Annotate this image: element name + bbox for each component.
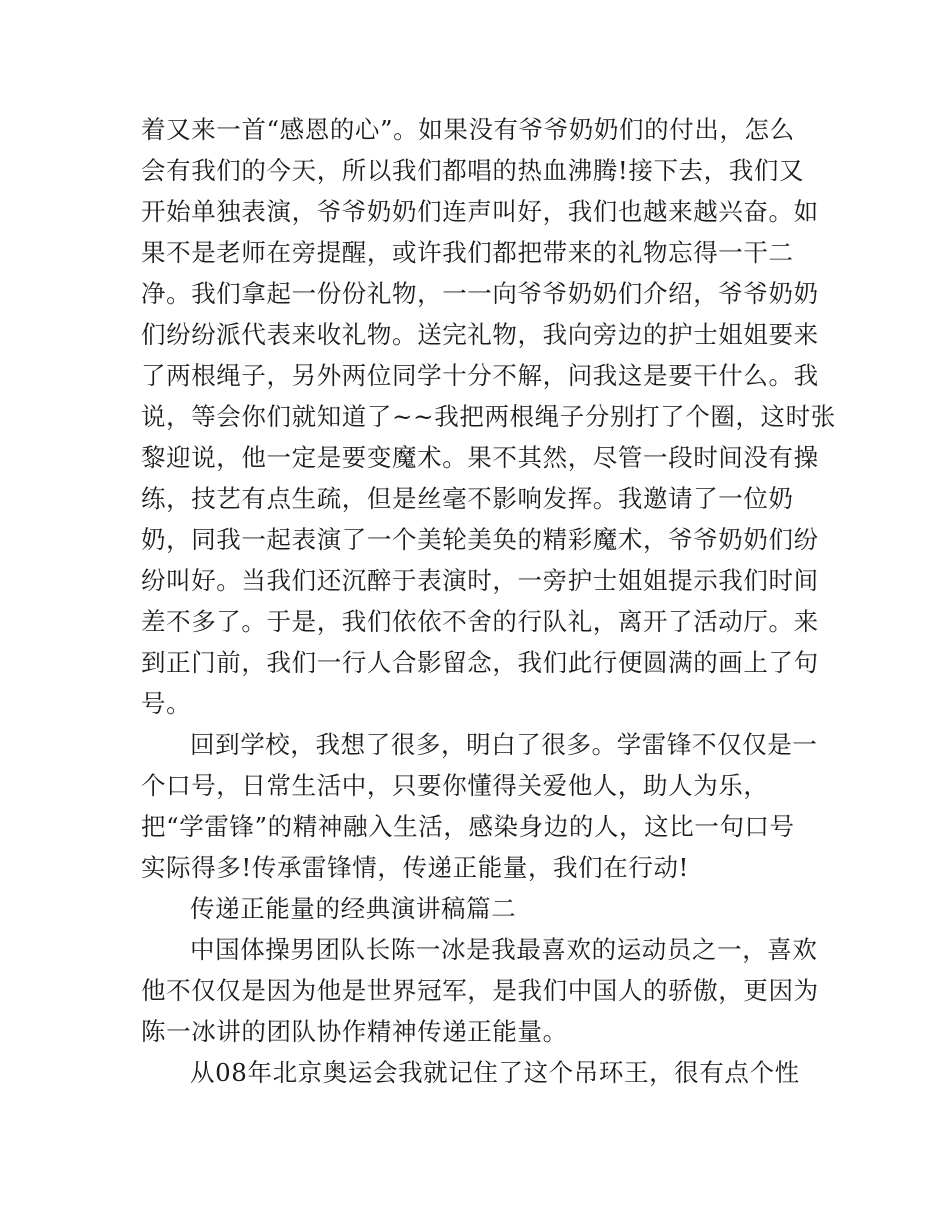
text-line: 奶，同我一起表演了一个美轮美奂的精彩魔术，爷爷奶奶们纷 — [141, 525, 819, 554]
text-line: 差不多了。于是，我们依依不舍的行队礼，离开了活动厅。来 — [141, 607, 819, 636]
text-line: 练，技艺有点生疏，但是丝毫不影响发挥。我邀请了一位奶 — [141, 484, 794, 513]
text-line: 们纷纷派代表来收礼物。送完礼物，我向旁边的护士姐姐要来 — [141, 320, 819, 349]
text-line: 把“学雷锋”的精神融入生活，感染身边的人，这比一句口号 — [141, 812, 795, 841]
section-heading: 传递正能量的经典演讲稿篇二 — [190, 894, 517, 923]
text-line: 陈一冰讲的团队协作精神传递正能量。 — [141, 1017, 568, 1046]
text-line: 着又来一首“感恩的心”。如果没有爷爷奶奶们的付出，怎么 — [141, 115, 795, 144]
paragraph-start-line: 回到学校，我想了很多，明白了很多。学雷锋不仅仅是一 — [190, 730, 818, 759]
text-line: 号。 — [141, 689, 192, 718]
text-line: 了两根绳子，另外两位同学十分不解，问我这是要干什么。我 — [141, 361, 819, 390]
text-line: 纷叫好。当我们还沉醉于表演时，一旁护士姐姐提示我们时间 — [141, 566, 819, 595]
text-line: 净。我们拿起一份份礼物，一一向爷爷奶奶们介绍，爷爷奶奶 — [141, 279, 819, 308]
text-line: 实际得多!传承雷锋情，传递正能量，我们在行动! — [141, 853, 689, 882]
text-line: 他不仅仅是因为他是世界冠军，是我们中国人的骄傲，更因为 — [141, 976, 819, 1005]
text-line: 果不是老师在旁提醒，或许我们都把带来的礼物忘得一干二 — [141, 238, 794, 267]
text-line: 到正门前，我们一行人合影留念，我们此行便圆满的画上了句 — [141, 648, 819, 677]
paragraph-start-line: 中国体操男团队长陈一冰是我最喜欢的运动员之一，喜欢 — [190, 935, 818, 964]
text-line: 说，等会你们就知道了~~我把两根绳子分别打了个圈，这时张 — [141, 402, 836, 431]
paragraph-start-line: 从08年北京奥运会我就记住了这个吊环王，很有点个性 — [190, 1058, 800, 1087]
text-line: 个口号，日常生活中，只要你懂得关爱他人，助人为乐， — [141, 771, 769, 800]
text-line: 黎迎说，他一定是要变魔术。果不其然，尽管一段时间没有操 — [141, 443, 819, 472]
text-line: 会有我们的今天，所以我们都唱的热血沸腾!接下去，我们又 — [141, 156, 805, 185]
text-line: 开始单独表演，爷爷奶奶们连声叫好，我们也越来越兴奋。如 — [141, 197, 819, 226]
